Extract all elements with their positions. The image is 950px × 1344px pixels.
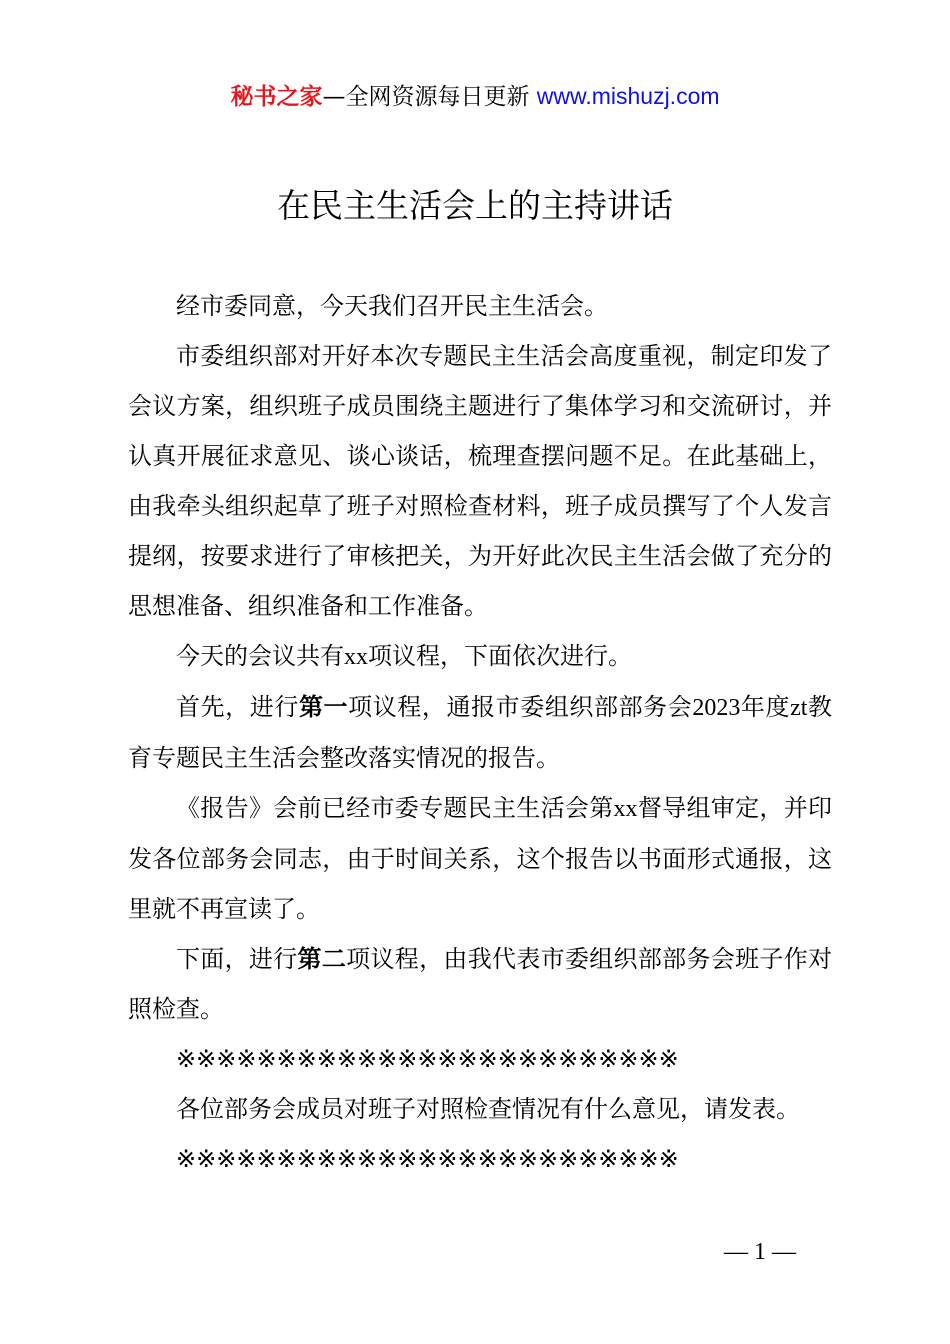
site-brand: 秘书之家 [230, 84, 323, 110]
text-run: 教育专题民主生活会整改落实情况的报告。 [128, 693, 833, 772]
paragraph [128, 631, 832, 682]
site-url-link[interactable]: www.mishuzj.com [536, 83, 720, 109]
bold-text-run: 第二 [297, 945, 347, 973]
paragraph: 经市委同意，今天我们召开民主生活会。 [176, 292, 608, 320]
site-slogan: —全网资源每日更新 [322, 84, 530, 110]
separator-marks: ※※※※※※※※※※※※※※※※※※※※※※※※※ [176, 1045, 679, 1073]
paragraph: 各位部务会成员对班子对照检查情况有什么意见，请发表。 [176, 1095, 800, 1123]
paragraph [128, 783, 832, 934]
text-run: 年度 [740, 693, 791, 721]
text-run: xx [344, 644, 368, 670]
text-run: xx [613, 796, 638, 822]
text-run: 项议程，由我代表市委组织部部务会班子作对照检查。 [128, 945, 833, 1023]
separator-marks: ※※※※※※※※※※※※※※※※※※※※※※※※※ [176, 1145, 679, 1173]
paragraph [128, 682, 832, 783]
text-run: 督导组审定，并印发各位部务会同志，由于时间关系，这个报告以书面形式通报，这里就不再宣读了。 [128, 794, 833, 923]
document-title: 在民主生活会上的主持讲话 [277, 186, 673, 225]
text-run: 下面，进行 [176, 945, 298, 973]
page-number: — 1 — [724, 1239, 796, 1265]
document-body [128, 281, 832, 1184]
text-run: 项议程，通报市委组织部部务会 [348, 693, 693, 721]
paragraph [128, 934, 832, 1034]
text-run: 首先，进行 [176, 693, 299, 721]
bold-text-run: 第一 [298, 693, 349, 721]
text-run: 今天的会议共有 [176, 642, 344, 670]
text-run: zt [790, 695, 808, 721]
text-run: 2023 [692, 695, 741, 721]
text-run: 《报告》会前已经市委专题民主生活会第 [176, 794, 614, 822]
text-run: 项议程，下面依次进行。 [368, 642, 632, 670]
paragraph: 市委组织部对开好本次专题民主生活会高度重视，制定印发了会议方案，组织班子成员围绕主题进行了集体学习和交流研讨，并认真开展征求意见、谈心谈话，梳理查摆问题不足。在此基础上，由我牵头组织起草了班子对照检查材料，班子成员撰写了个人发言提纲，按要求进行了审核把关，为开好此次民主生活会做了充分的思想准备、组织准备和工作准备。 [128, 342, 832, 620]
site-header [0, 80, 950, 113]
